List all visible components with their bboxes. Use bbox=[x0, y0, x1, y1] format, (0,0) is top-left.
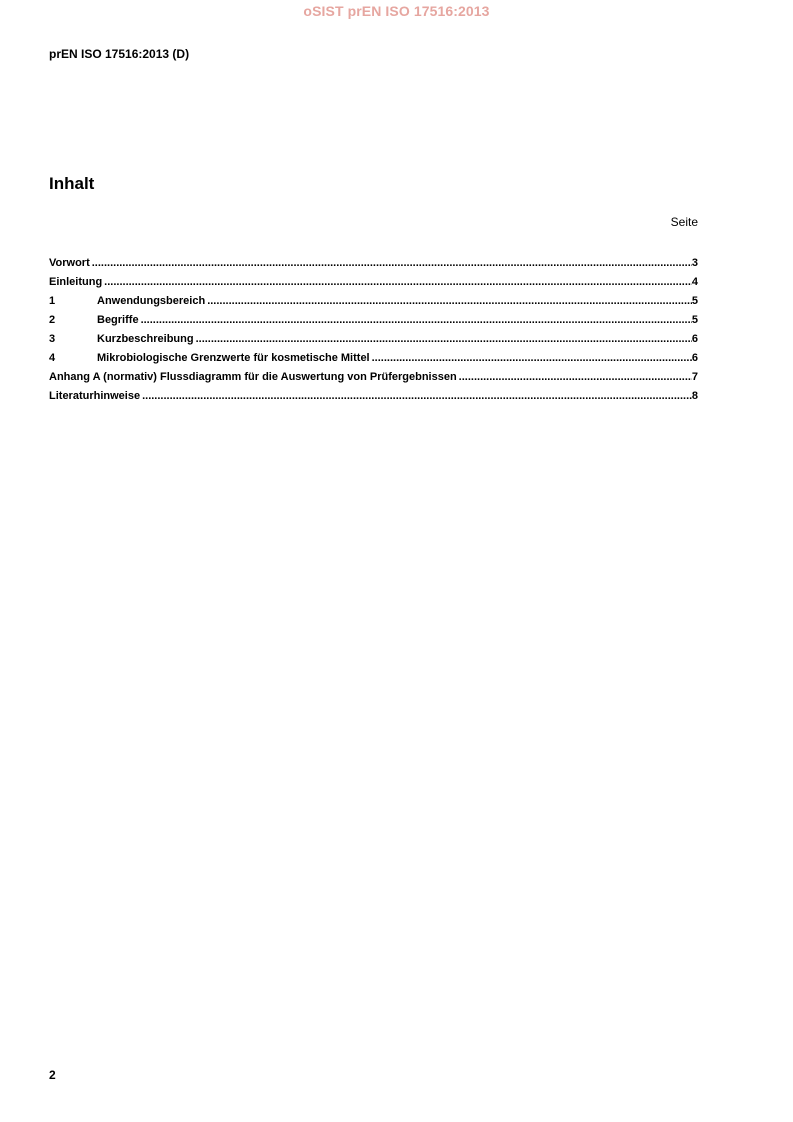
toc-entry-page: 4 bbox=[691, 276, 698, 288]
toc-page-column-label: Seite bbox=[670, 215, 698, 229]
toc-entry-vorwort[interactable] bbox=[49, 254, 698, 273]
toc-entry-anwendungsbereich[interactable] bbox=[49, 292, 698, 311]
toc-dot-leader bbox=[104, 273, 692, 292]
toc-entry-anhang-a[interactable] bbox=[49, 368, 698, 387]
toc-entry-grenzwerte[interactable] bbox=[49, 349, 698, 368]
toc-entry-number: 1 bbox=[49, 295, 56, 307]
toc-entry-page: 5 bbox=[691, 314, 698, 326]
toc-entry-title: Anwendungsbereich bbox=[97, 295, 206, 307]
toc-dot-leader bbox=[142, 387, 692, 406]
document-header: prEN ISO 17516:2013 (D) bbox=[49, 47, 190, 61]
toc-entry-kurzbeschreibung[interactable] bbox=[49, 330, 698, 349]
toc-entry-number: 2 bbox=[49, 314, 56, 326]
toc-entry-page: 3 bbox=[691, 257, 698, 269]
toc-entry-page: 6 bbox=[691, 352, 698, 364]
toc-entry-title: Literaturhinweise bbox=[49, 390, 141, 402]
toc-entry-page: 6 bbox=[691, 333, 698, 345]
toc-entry-title: Kurzbeschreibung bbox=[97, 333, 194, 345]
toc-entry-title: Mikrobiologische Grenzwerte für kosmetische Mittel bbox=[97, 352, 370, 364]
toc-dot-leader bbox=[141, 311, 692, 330]
toc-entry-title: Vorwort bbox=[49, 257, 90, 269]
toc-entry-begriffe[interactable] bbox=[49, 311, 698, 330]
toc-dot-leader bbox=[196, 330, 692, 349]
toc-dot-leader bbox=[372, 349, 692, 368]
toc-entry-page: 7 bbox=[691, 371, 698, 383]
toc-entry-literaturhinweise[interactable] bbox=[49, 387, 698, 406]
toc-entry-page: 8 bbox=[691, 390, 698, 402]
toc-entry-einleitung[interactable] bbox=[49, 273, 698, 292]
toc-dot-leader bbox=[459, 368, 692, 387]
toc-heading: Inhalt bbox=[49, 174, 95, 193]
toc-dot-leader bbox=[92, 254, 692, 273]
toc-entry-title: Einleitung bbox=[49, 276, 103, 288]
watermark-text: oSIST prEN ISO 17516:2013 bbox=[303, 3, 490, 19]
toc-entry-number: 3 bbox=[49, 333, 56, 345]
page-number: 2 bbox=[49, 1068, 56, 1082]
toc-entry-page: 5 bbox=[691, 295, 698, 307]
toc-entry-title: Begriffe bbox=[97, 314, 139, 326]
toc-dot-leader bbox=[207, 292, 692, 311]
table-of-contents bbox=[49, 254, 698, 406]
toc-entry-title: Anhang A (normativ) Flussdiagramm für die Auswertung von Prüfergebnissen bbox=[49, 371, 457, 383]
toc-entry-number: 4 bbox=[49, 352, 56, 364]
